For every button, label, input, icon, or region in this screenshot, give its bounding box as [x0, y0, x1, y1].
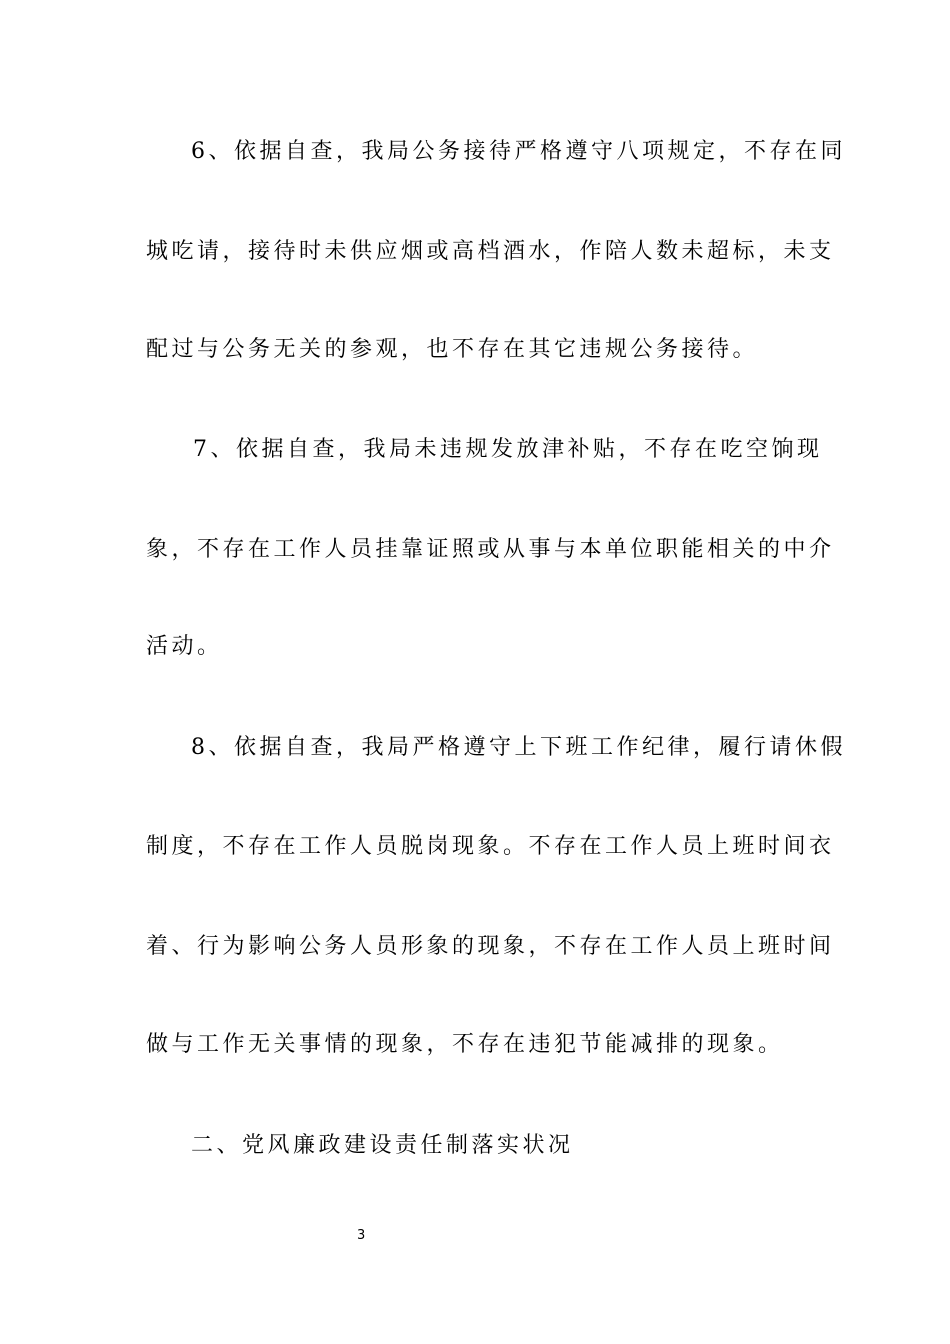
- paragraph-7-line-3: 活动。: [146, 634, 223, 659]
- paragraph-8-line-1: 8、依据自查，我局严格遵守上下班工作纪律，履行请休假: [191, 735, 846, 760]
- section-heading: 二、党风廉政建设责任制落实状况: [191, 1133, 574, 1158]
- paragraph-8-line-2: 制度，不存在工作人员脱岗现象。不存在工作人员上班时间衣: [146, 834, 835, 859]
- paragraph-6-line-2: 城吃请，接待时未供应烟或高档酒水，作陪人数未超标，未支: [146, 239, 835, 264]
- paragraph-8-line-3: 着、行为影响公务人员形象的现象，不存在工作人员上班时间: [146, 934, 835, 959]
- page-number: 3: [357, 1228, 366, 1243]
- paragraph-6-line-1: 6、依据自查，我局公务接待严格遵守八项规定，不存在同: [191, 139, 846, 164]
- paragraph-8-line-4: 做与工作无关事情的现象，不存在违犯节能减排的现象。: [146, 1032, 784, 1057]
- paragraph-6-line-3: 配过与公务无关的参观，也不存在其它违规公务接待。: [146, 337, 759, 362]
- paragraph-7-line-1: 7、依据自查，我局未违规发放津补贴，不存在吃空饷现: [193, 437, 823, 462]
- paragraph-7-line-2: 象，不存在工作人员挂靠证照或从事与本单位职能相关的中介: [146, 537, 835, 562]
